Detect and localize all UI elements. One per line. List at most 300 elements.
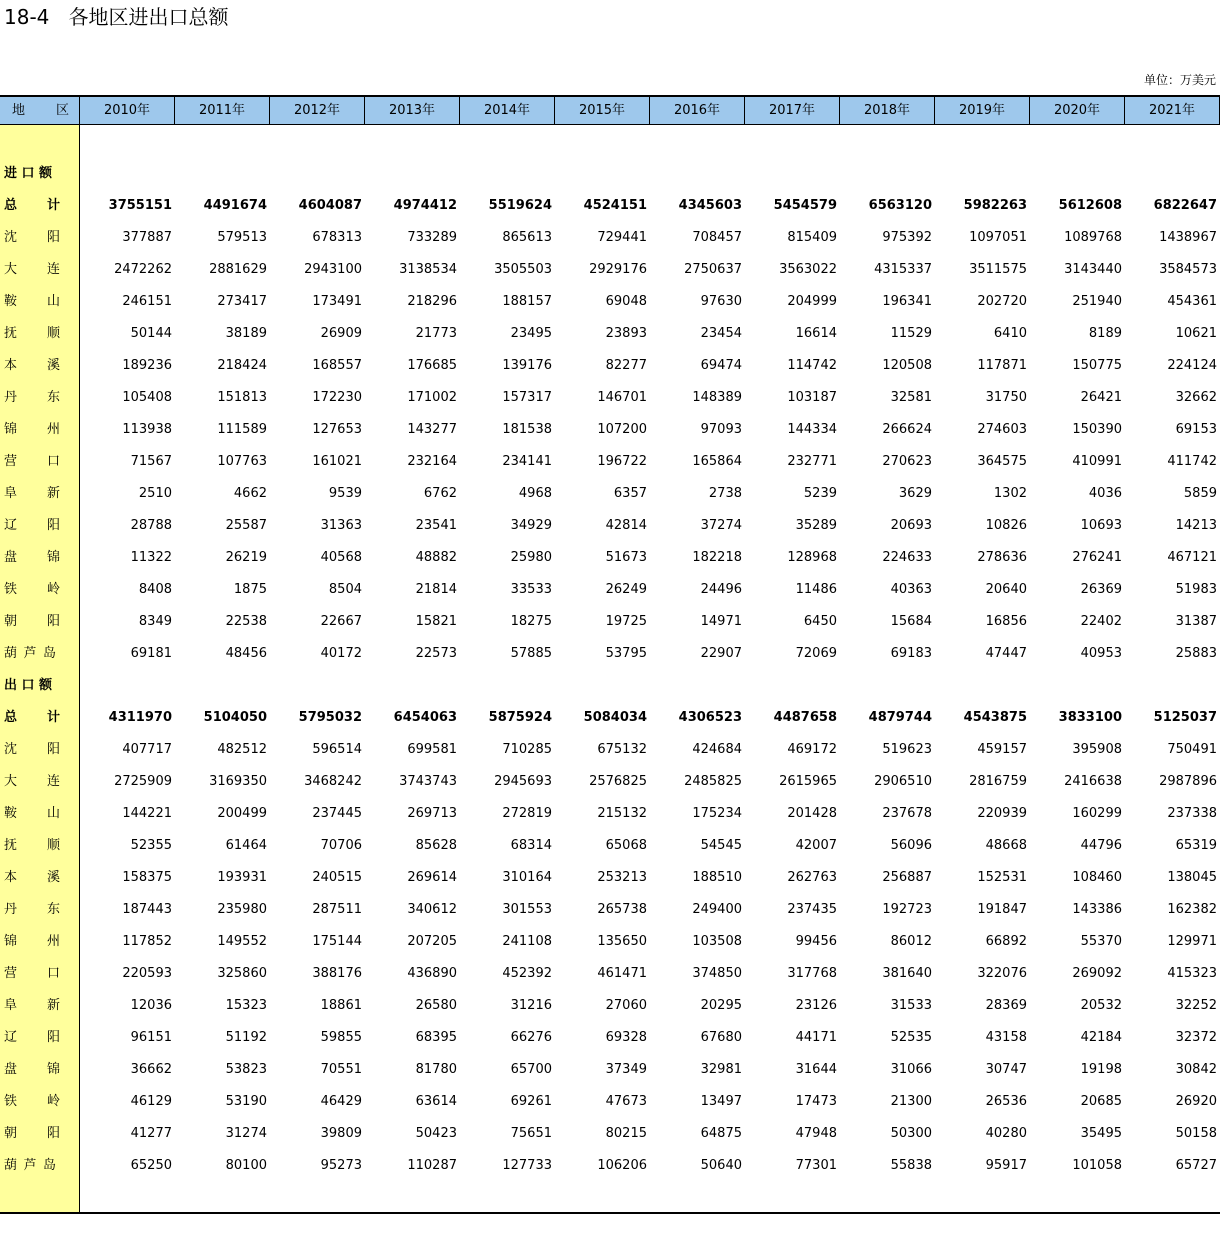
- region-label: 丹 东: [4, 902, 60, 917]
- value-cell: 1097051: [969, 230, 1027, 245]
- value-cell: 55838: [890, 1158, 932, 1173]
- value-cell: 31387: [1175, 614, 1217, 629]
- value-cell: 251940: [1072, 294, 1122, 309]
- value-cell: 51983: [1175, 582, 1217, 597]
- value-cell: 4036: [1088, 486, 1122, 501]
- value-cell: 2510: [138, 486, 172, 501]
- value-cell: 65700: [510, 1062, 552, 1077]
- year-header: 2017年: [745, 97, 840, 125]
- value-cell: 32372: [1175, 1030, 1217, 1045]
- value-cell: 266624: [882, 422, 932, 437]
- value-cell: 246151: [122, 294, 172, 309]
- value-cell: 34929: [510, 518, 552, 533]
- value-cell: 287511: [312, 902, 362, 917]
- value-cell: 750491: [1167, 742, 1217, 757]
- value-cell: 158375: [122, 870, 172, 885]
- region-label: 锦 州: [4, 934, 60, 949]
- value-cell: 310164: [502, 870, 552, 885]
- value-cell: 82277: [605, 358, 647, 373]
- value-cell: 70706: [320, 838, 362, 853]
- value-cell: 28369: [985, 998, 1027, 1013]
- value-cell: 22573: [415, 646, 457, 661]
- value-cell: 51673: [605, 550, 647, 565]
- value-cell: 22667: [320, 614, 362, 629]
- value-cell: 189236: [122, 358, 172, 373]
- value-cell: 8189: [1088, 326, 1122, 341]
- value-cell: 36662: [130, 1062, 172, 1077]
- page-title: 18-4 各地区进出口总额: [4, 5, 229, 29]
- value-cell: 101058: [1072, 1158, 1122, 1173]
- value-cell: 1875: [233, 582, 267, 597]
- value-cell: 8504: [328, 582, 362, 597]
- value-cell: 150775: [1072, 358, 1122, 373]
- value-cell: 26219: [225, 550, 267, 565]
- value-cell: 16856: [985, 614, 1027, 629]
- value-cell: 31644: [795, 1062, 837, 1077]
- value-cell: 68314: [510, 838, 552, 853]
- value-cell: 97630: [700, 294, 742, 309]
- value-cell: 95917: [985, 1158, 1027, 1173]
- value-cell: 23893: [605, 326, 647, 341]
- value-cell: 32252: [1175, 998, 1217, 1013]
- value-cell: 26580: [415, 998, 457, 1013]
- value-cell: 64875: [700, 1126, 742, 1141]
- value-cell: 241108: [502, 934, 552, 949]
- value-cell: 20640: [985, 582, 1027, 597]
- value-cell: 22907: [700, 646, 742, 661]
- value-cell: 31066: [890, 1062, 932, 1077]
- value-cell: 42007: [795, 838, 837, 853]
- value-cell: 96151: [130, 1030, 172, 1045]
- value-cell: 215132: [597, 806, 647, 821]
- value-cell: 107200: [597, 422, 647, 437]
- value-cell: 172230: [312, 390, 362, 405]
- table-row: [0, 190, 1220, 222]
- value-cell: 4315337: [874, 262, 932, 277]
- value-cell: 59855: [320, 1030, 362, 1045]
- value-cell: 80215: [605, 1126, 647, 1141]
- value-cell: 25980: [510, 550, 552, 565]
- value-cell: 269092: [1072, 966, 1122, 981]
- region-label: 沈 阳: [4, 742, 60, 757]
- value-cell: 30747: [985, 1062, 1027, 1077]
- value-cell: 234141: [502, 454, 552, 469]
- value-cell: 15323: [225, 998, 267, 1013]
- value-cell: 77301: [795, 1158, 837, 1173]
- value-cell: 4543875: [963, 710, 1027, 725]
- value-cell: 202720: [977, 294, 1027, 309]
- value-cell: 218296: [407, 294, 457, 309]
- value-cell: 3511575: [969, 262, 1027, 277]
- value-cell: 4306523: [678, 710, 742, 725]
- value-cell: 196722: [597, 454, 647, 469]
- value-cell: 69048: [605, 294, 647, 309]
- value-cell: 204999: [787, 294, 837, 309]
- value-cell: 2945693: [494, 774, 552, 789]
- section-title: 进 口 额: [4, 166, 53, 181]
- region-label: 盘 锦: [4, 550, 60, 565]
- value-cell: 152531: [977, 870, 1027, 885]
- value-cell: 51192: [225, 1030, 267, 1045]
- value-cell: 461471: [597, 966, 647, 981]
- value-cell: 15821: [415, 614, 457, 629]
- value-cell: 23454: [700, 326, 742, 341]
- value-cell: 235980: [217, 902, 267, 917]
- value-cell: 188510: [692, 870, 742, 885]
- table-body: [0, 158, 1220, 1182]
- value-cell: 459157: [977, 742, 1027, 757]
- value-cell: 5859: [1183, 486, 1217, 501]
- value-cell: 168557: [312, 358, 362, 373]
- value-cell: 20693: [890, 518, 932, 533]
- region-label: 朝 阳: [4, 1126, 60, 1141]
- value-cell: 31533: [890, 998, 932, 1013]
- value-cell: 27060: [605, 998, 647, 1013]
- value-cell: 22538: [225, 614, 267, 629]
- value-cell: 8408: [138, 582, 172, 597]
- region-label: 沈 阳: [4, 230, 60, 245]
- value-cell: 2485825: [684, 774, 742, 789]
- value-cell: 53795: [605, 646, 647, 661]
- region-label: 鞍 山: [4, 806, 60, 821]
- value-cell: 322076: [977, 966, 1027, 981]
- value-cell: 40568: [320, 550, 362, 565]
- value-cell: 99456: [795, 934, 837, 949]
- value-cell: 15684: [890, 614, 932, 629]
- value-cell: 265738: [597, 902, 647, 917]
- value-cell: 381640: [882, 966, 932, 981]
- value-cell: 9539: [328, 486, 362, 501]
- value-cell: 815409: [787, 230, 837, 245]
- value-cell: 26909: [320, 326, 362, 341]
- value-cell: 269713: [407, 806, 457, 821]
- value-cell: 149552: [217, 934, 267, 949]
- value-cell: 40363: [890, 582, 932, 597]
- value-cell: 35495: [1080, 1126, 1122, 1141]
- value-cell: 69153: [1175, 422, 1217, 437]
- value-cell: 144221: [122, 806, 172, 821]
- year-header: 2011年: [175, 97, 270, 125]
- value-cell: 42184: [1080, 1030, 1122, 1045]
- value-cell: 97093: [700, 422, 742, 437]
- value-cell: 14971: [700, 614, 742, 629]
- value-cell: 72069: [795, 646, 837, 661]
- value-cell: 3143440: [1064, 262, 1122, 277]
- value-cell: 454361: [1167, 294, 1217, 309]
- value-cell: 224633: [882, 550, 932, 565]
- value-cell: 20532: [1080, 998, 1122, 1013]
- value-cell: 3755151: [108, 198, 172, 213]
- region-label: 铁 岭: [4, 1094, 60, 1109]
- value-cell: 5875924: [488, 710, 552, 725]
- region-label: 丹 东: [4, 390, 60, 405]
- value-cell: 10693: [1080, 518, 1122, 533]
- table-row: [0, 350, 1220, 382]
- table-row: [0, 990, 1220, 1022]
- value-cell: 69261: [510, 1094, 552, 1109]
- value-cell: 272819: [502, 806, 552, 821]
- year-header: 2020年: [1030, 97, 1125, 125]
- value-cell: 48668: [985, 838, 1027, 853]
- value-cell: 253213: [597, 870, 647, 885]
- value-cell: 2416638: [1064, 774, 1122, 789]
- table-row: [0, 542, 1220, 574]
- value-cell: 56096: [890, 838, 932, 853]
- value-cell: 144334: [787, 422, 837, 437]
- value-cell: 146701: [597, 390, 647, 405]
- value-cell: 237435: [787, 902, 837, 917]
- region-label: 总 计: [4, 710, 60, 725]
- value-cell: 5795032: [298, 710, 362, 725]
- value-cell: 47948: [795, 1126, 837, 1141]
- value-cell: 26536: [985, 1094, 1027, 1109]
- value-cell: 4345603: [678, 198, 742, 213]
- year-header: 2013年: [365, 97, 460, 125]
- region-label: 阜 新: [4, 486, 60, 501]
- value-cell: 424684: [692, 742, 742, 757]
- value-cell: 135650: [597, 934, 647, 949]
- value-cell: 33533: [510, 582, 552, 597]
- year-header: 2010年: [80, 97, 175, 125]
- value-cell: 35289: [795, 518, 837, 533]
- value-cell: 3169350: [209, 774, 267, 789]
- table-row: [0, 414, 1220, 446]
- value-cell: 1438967: [1159, 230, 1217, 245]
- value-cell: 865613: [502, 230, 552, 245]
- value-cell: 340612: [407, 902, 457, 917]
- value-cell: 19725: [605, 614, 647, 629]
- value-cell: 276241: [1072, 550, 1122, 565]
- value-cell: 20295: [700, 998, 742, 1013]
- value-cell: 207205: [407, 934, 457, 949]
- value-cell: 40953: [1080, 646, 1122, 661]
- table-row: [0, 830, 1220, 862]
- value-cell: 50158: [1175, 1126, 1217, 1141]
- value-cell: 273417: [217, 294, 267, 309]
- table-row: [0, 638, 1220, 670]
- value-cell: 55370: [1080, 934, 1122, 949]
- value-cell: 151813: [217, 390, 267, 405]
- value-cell: 17473: [795, 1094, 837, 1109]
- value-cell: 65068: [605, 838, 647, 853]
- value-cell: 4487658: [773, 710, 837, 725]
- value-cell: 3563022: [779, 262, 837, 277]
- value-cell: 395908: [1072, 742, 1122, 757]
- value-cell: 708457: [692, 230, 742, 245]
- value-cell: 237445: [312, 806, 362, 821]
- value-cell: 1089768: [1064, 230, 1122, 245]
- region-label: 营 口: [4, 966, 60, 981]
- value-cell: 415323: [1167, 966, 1217, 981]
- value-cell: 143277: [407, 422, 457, 437]
- year-header: 2015年: [555, 97, 650, 125]
- value-cell: 6450: [803, 614, 837, 629]
- value-cell: 69183: [890, 646, 932, 661]
- region-label: 大 连: [4, 262, 60, 277]
- region-label: 葫 芦 岛: [4, 646, 56, 661]
- value-cell: 14213: [1175, 518, 1217, 533]
- value-cell: 2929176: [589, 262, 647, 277]
- value-cell: 407717: [122, 742, 172, 757]
- value-cell: 44796: [1080, 838, 1122, 853]
- value-cell: 2750637: [684, 262, 742, 277]
- value-cell: 46129: [130, 1094, 172, 1109]
- value-cell: 105408: [122, 390, 172, 405]
- value-cell: 106206: [597, 1158, 647, 1173]
- value-cell: 57885: [510, 646, 552, 661]
- value-cell: 6822647: [1153, 198, 1217, 213]
- value-cell: 47447: [985, 646, 1027, 661]
- value-cell: 50300: [890, 1126, 932, 1141]
- value-cell: 26249: [605, 582, 647, 597]
- value-cell: 2987896: [1159, 774, 1217, 789]
- value-cell: 4968: [518, 486, 552, 501]
- value-cell: 65727: [1175, 1158, 1217, 1173]
- value-cell: 317768: [787, 966, 837, 981]
- value-cell: 187443: [122, 902, 172, 917]
- value-cell: 2472262: [114, 262, 172, 277]
- region-label: 本 溪: [4, 358, 60, 373]
- value-cell: 11529: [890, 326, 932, 341]
- value-cell: 165864: [692, 454, 742, 469]
- value-cell: 175234: [692, 806, 742, 821]
- year-header: 2019年: [935, 97, 1030, 125]
- value-cell: 95273: [320, 1158, 362, 1173]
- value-cell: 325860: [217, 966, 267, 981]
- table-row: [0, 1150, 1220, 1182]
- value-cell: 192723: [882, 902, 932, 917]
- value-cell: 678313: [312, 230, 362, 245]
- value-cell: 19198: [1080, 1062, 1122, 1077]
- table-bottom-border: [0, 1212, 1220, 1214]
- value-cell: 3584573: [1159, 262, 1217, 277]
- value-cell: 107763: [217, 454, 267, 469]
- value-cell: 10621: [1175, 326, 1217, 341]
- region-label: 辽 阳: [4, 518, 60, 533]
- value-cell: 13497: [700, 1094, 742, 1109]
- value-cell: 110287: [407, 1158, 457, 1173]
- region-label: 朝 阳: [4, 614, 60, 629]
- year-header: 2014年: [460, 97, 555, 125]
- value-cell: 53190: [225, 1094, 267, 1109]
- value-cell: 4662: [233, 486, 267, 501]
- value-cell: 143386: [1072, 902, 1122, 917]
- value-cell: 18861: [320, 998, 362, 1013]
- table-row: [0, 382, 1220, 414]
- value-cell: 4524151: [583, 198, 647, 213]
- value-cell: 388176: [312, 966, 362, 981]
- region-label: 营 口: [4, 454, 60, 469]
- value-cell: 6454063: [393, 710, 457, 725]
- table-row: [0, 510, 1220, 542]
- table-row: [0, 286, 1220, 318]
- value-cell: 31363: [320, 518, 362, 533]
- value-cell: 8349: [138, 614, 172, 629]
- region-label: 盘 锦: [4, 1062, 60, 1077]
- value-cell: 269614: [407, 870, 457, 885]
- value-cell: 127733: [502, 1158, 552, 1173]
- value-cell: 50423: [415, 1126, 457, 1141]
- value-cell: 3629: [898, 486, 932, 501]
- value-cell: 218424: [217, 358, 267, 373]
- value-cell: 5612608: [1058, 198, 1122, 213]
- value-cell: 42814: [605, 518, 647, 533]
- value-cell: 69328: [605, 1030, 647, 1045]
- value-cell: 301553: [502, 902, 552, 917]
- value-cell: 31274: [225, 1126, 267, 1141]
- value-cell: 68395: [415, 1030, 457, 1045]
- value-cell: 3833100: [1058, 710, 1122, 725]
- value-cell: 23495: [510, 326, 552, 341]
- value-cell: 220939: [977, 806, 1027, 821]
- value-cell: 240515: [312, 870, 362, 885]
- value-cell: 270623: [882, 454, 932, 469]
- value-cell: 37349: [605, 1062, 647, 1077]
- value-cell: 262763: [787, 870, 837, 885]
- region-header: [0, 97, 80, 125]
- value-cell: 103187: [787, 390, 837, 405]
- table-row: [0, 958, 1220, 990]
- value-cell: 256887: [882, 870, 932, 885]
- value-cell: 48456: [225, 646, 267, 661]
- value-cell: 2615965: [779, 774, 837, 789]
- table-row: [0, 446, 1220, 478]
- value-cell: 71567: [130, 454, 172, 469]
- value-cell: 710285: [502, 742, 552, 757]
- value-cell: 1302: [993, 486, 1027, 501]
- region-label: 总 计: [4, 198, 60, 213]
- value-cell: 596514: [312, 742, 362, 757]
- value-cell: 70551: [320, 1062, 362, 1077]
- value-cell: 67680: [700, 1030, 742, 1045]
- value-cell: 46429: [320, 1094, 362, 1109]
- value-cell: 452392: [502, 966, 552, 981]
- value-cell: 10826: [985, 518, 1027, 533]
- value-cell: 32662: [1175, 390, 1217, 405]
- region-label: 辽 阳: [4, 1030, 60, 1045]
- table-row: [0, 1118, 1220, 1150]
- value-cell: 139176: [502, 358, 552, 373]
- table-row: [0, 926, 1220, 958]
- value-cell: 181538: [502, 422, 552, 437]
- value-cell: 66892: [985, 934, 1027, 949]
- value-cell: 5084034: [583, 710, 647, 725]
- value-cell: 975392: [882, 230, 932, 245]
- value-cell: 173491: [312, 294, 362, 309]
- value-cell: 176685: [407, 358, 457, 373]
- value-cell: 220593: [122, 966, 172, 981]
- value-cell: 21814: [415, 582, 457, 597]
- value-cell: 436890: [407, 966, 457, 981]
- value-cell: 4491674: [203, 198, 267, 213]
- value-cell: 108460: [1072, 870, 1122, 885]
- value-cell: 85628: [415, 838, 457, 853]
- value-cell: 120508: [882, 358, 932, 373]
- value-cell: 2738: [708, 486, 742, 501]
- value-cell: 21300: [890, 1094, 932, 1109]
- region-label: 锦 州: [4, 422, 60, 437]
- value-cell: 52535: [890, 1030, 932, 1045]
- value-cell: 410991: [1072, 454, 1122, 469]
- value-cell: 171002: [407, 390, 457, 405]
- value-cell: 193931: [217, 870, 267, 885]
- value-cell: 80100: [225, 1158, 267, 1173]
- value-cell: 40280: [985, 1126, 1027, 1141]
- value-cell: 37274: [700, 518, 742, 533]
- value-cell: 117852: [122, 934, 172, 949]
- value-cell: 127653: [312, 422, 362, 437]
- value-cell: 32581: [890, 390, 932, 405]
